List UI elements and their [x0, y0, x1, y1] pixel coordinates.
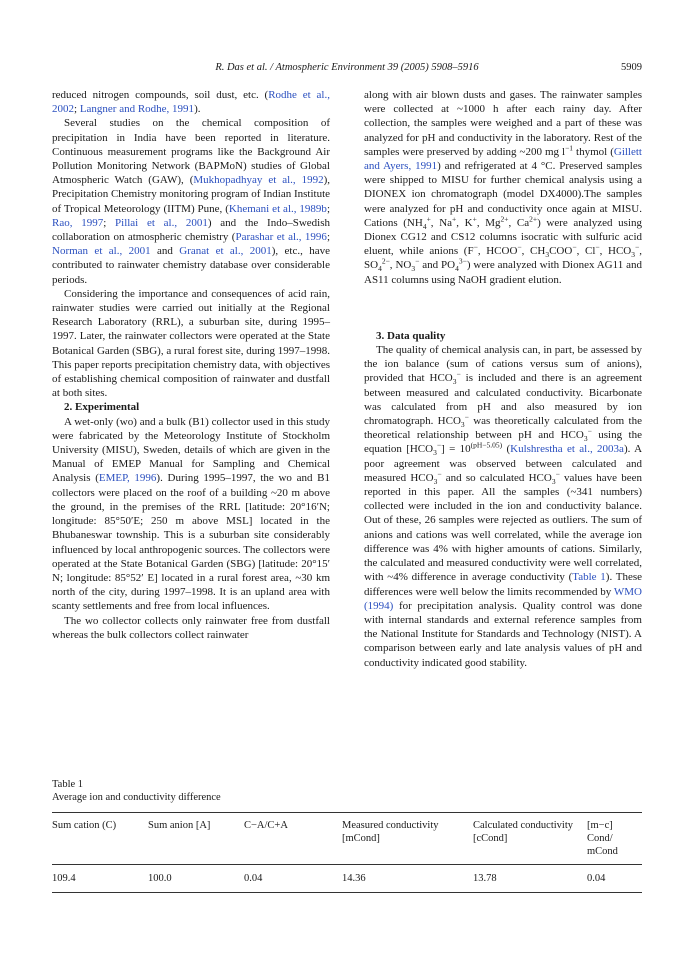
column-header: C−A/C+A — [244, 820, 288, 831]
right-column — [364, 88, 642, 670]
citation-link[interactable]: Rodhe et al., 2002 — [52, 89, 330, 116]
page-number: 5909 — [621, 62, 642, 73]
paragraph: The wo collector collects only rainwater free from dustfall whereas the bulk collectors collect rainwater — [52, 614, 330, 641]
table-1 — [52, 778, 642, 893]
citation-link[interactable]: Rao, 1997 — [52, 216, 104, 229]
citation-link[interactable]: Parashar et al., 1996 — [235, 231, 327, 244]
column-header: [m−c] Cond/ mCond — [587, 820, 618, 857]
table-cell: 0.04 — [587, 873, 606, 884]
left-column — [52, 88, 330, 642]
data-table — [52, 812, 642, 893]
citation-link[interactable]: Mukhopadhyay et al., 1992 — [193, 174, 324, 187]
paragraph: Several studies on the chemical composition of precipitation in India have been reported in literature. Continuous measurement programs like the Background Air Pollution Monitoring Network (BAPMoN) studies of Global Atmospheric Watch (GAW), (Mukhopadhyay et al., 1992), Precipitation Chemistry monitoring program of Indian Institute of Tropical Meteorology (IITM) Pune, (Khemani et al., 1989b; Rao, 1997; Pillai et al., 2001) and the Indo–Swedish collaboration on atmospheric chemistry (Parashar et al., 1996; Norman et al., 2001 and Granat et al., 2001), etc., have contributed to rainwater chemistry database over considerable periods. — [52, 117, 331, 286]
paragraph: reduced nitrogen compounds, soil dust, etc. (Rodhe et al., 2002; Langner and Rodhe, 1991). — [52, 89, 330, 116]
table-cell: 13.78 — [473, 873, 497, 884]
citation-link[interactable]: Gillett and Ayers, 1991 — [364, 145, 642, 173]
table-header-row — [52, 813, 642, 865]
citation-link[interactable]: Norman et al., 2001 — [52, 245, 151, 258]
paragraph: Considering the importance and consequences of acid rain, rainwater studies were carried out initially at the Regional Research Laboratory (RRL), a suburban site, during 1995–1997. Later, the rainwater collectors were operated at the State Botanical Garden (SBG), a rural forest site, during 1997–1998. This paper reports precipitation chemistry data, with objectives of establishing chemical composition of rainwater and dustfall at both sites. — [52, 287, 330, 400]
paragraph: The quality of chemical analysis can, in part, be assessed by the ion balance (sum of cations versus sum of anions), provided that $HCO_3^-$ is included and there is an agreement between measured and calculated conductivity. Bicarbonate was calculated from pH and also measured by ion chromatograph. $HCO_3^-$ was theoretically calculated from the theoretical relationship between pH and $HCO_3^-$ using the equation $[HCO_3^-] = 10^{(pH-5.05)}$ (Kulshrestha et al., 2003a). A poor agreement was observed between calculated and measured $HCO_3^-$ and so calculated $HCO_3^-$ values have been reported in this paper. All the samples (~341 numbers) collected were included in the ion and conductivity balance. Out of these, 26 samples were rejected as outliers. The sum of anions and cations was well correlated, while the average ion difference was 4% with higher amounts of cations. Similarly, the calculated and measured conductivity were well correlated, with ~4% difference in average conductivity (Table 1). These differences were well below the limits recommended by WMO (1994) for precipitation analysis. Quality control was done with internal standards and external reference samples from the National Institute for Standards and Technology (NIST). A comparison between early and late analysis values of pH and conductivity indicated good stability. — [364, 344, 643, 669]
citation-link[interactable]: Khemani et al., 1989b — [228, 202, 327, 215]
citation-link[interactable]: Langner and Rodhe, 1991 — [79, 103, 195, 116]
citation-link[interactable]: WMO (1994) — [364, 585, 642, 612]
citation-link[interactable]: Granat et al., 2001 — [179, 245, 272, 258]
citation-link[interactable]: Kulshrestha et al., 2003a — [510, 443, 624, 456]
table-cell: 109.4 — [52, 873, 76, 884]
table-cell: 0.04 — [244, 873, 263, 884]
column-header: Calculated conductivity [cCond] — [473, 820, 574, 844]
table-cell: 14.36 — [342, 873, 366, 884]
table-caption: Average ion and conductivity difference — [52, 792, 221, 803]
section-heading-data-quality: 3. Data quality — [376, 329, 446, 342]
column-header: Sum cation (C) — [52, 820, 117, 831]
running-header — [52, 62, 642, 78]
column-header: Measured conductivity [mCond] — [342, 820, 439, 844]
citation-link[interactable]: EMEP, 1996 — [98, 472, 157, 485]
paragraph: A wet-only (wo) and a bulk (B1) collector used in this study were fabricated by the Meteorology Institute of Stockholm University (MISU), Sweden, details of which are given in the Manual of EMEP Manual for Sampling and Chemical Analysis (EMEP, 1996). During 1995–1997, the wo and B1 collectors were placed on the roof of a building ~20 m above the ground, in the premises of the RRL [latitude: 20°16′N; longitude: 85°50′E; 250 m above MSL] located in the Bhubaneswar township. This is a suburban site considerably influenced by local anthropogenic sources. The collectors were operated at the State Botanical Garden (SBG) [latitude: 20°15′ N; longitude: 85°52′ E] located in a rural forest area, ~30 km north of the city, during 1997–1998. It is an upland area with scanty settlements and free from local influences. — [52, 415, 330, 613]
table-cell: 100.0 — [148, 873, 172, 884]
paragraph: along with air blown dusts and gases. The rainwater samples were collected at ~1000 h after each rainy day. After collection, the samples were weighed and a part of these was analyzed for pH and conductivity in the laboratory. Rest of the samples were preserved by adding ~200 mg $l^{-1}$ thymol (Gillett and Ayers, 1991) and refrigerated at 4 °C. Preserved samples were shipped to MISU for further chemical analysis using a DIONEX ion chromatograph (model DX4000).The samples were analyzed for pH and conductivity once again at MISU. Cations ($NH_4^+$, Na+, K+, $Mg^{2+}$, $Ca^{2+}$) were analyzed using Dionex CG12 and CS12 columns isocratic with sulfuric acid eluent, while anions (F−, HCOO−, $CH_3COO^-$, Cl−, $HCO_3^-$, $SO_4^{2-}$, $NO_3^-$ and $PO_4^{3-}$) were analyzed with Dionex AG11 and AS11 columns using NaOH gradient elution. — [364, 89, 643, 286]
running-title: R. Das et al. / Atmospheric Environment 39 (2005) 5908–5916 — [215, 62, 479, 73]
table-row — [52, 865, 642, 893]
citation-link[interactable]: Pillai et al., 2001 — [115, 216, 208, 229]
column-header: Sum anion [A] — [148, 820, 211, 831]
section-heading-experimental: 2. Experimental — [64, 401, 140, 414]
table-link[interactable]: Table 1 — [572, 571, 606, 584]
table-label: Table 1 — [52, 779, 84, 790]
